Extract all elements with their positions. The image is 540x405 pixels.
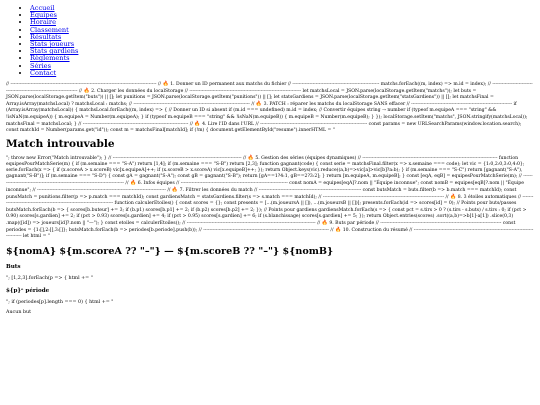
fire-icon: 🔥	[334, 226, 342, 233]
code-text: 10. Construction du résumé // --------------------------------------------------------------------------------------- let html = "	[6, 227, 534, 239]
raw-script-text-2	[6, 155, 534, 240]
code-text: 7. Filtrer les données du match // ------------------------------------------------------------------ const butsMatch = buts.filter(b => b.match === matchId); const punsMatch = punitions.filter(p => p.match === matchId); const gardiensMatch = statsGardiens.filter(s => s.match === matchId); // ------------------------------------------------------------------------------ //	[6, 188, 517, 201]
code-text: 9. Buts par période // ------------------------------------------------------------------------------ const periodes = {1:[],2:[],3:[]}; butsMatch.forEach(b => periodes[b.periode].push(b)); // --------------------------------------------------------------------------------- //	[6, 220, 516, 233]
nav-link-reglements[interactable]: Règlements	[30, 54, 70, 63]
nav-item-horaire	[30, 19, 534, 26]
fire-icon: 🔥	[255, 101, 263, 108]
code-text: 4. Lire l'ID dans l'URL // --------------------------------------------------------------------- const params = new URLSearchParams(window.location.search); const matchId = Number(params.get("id")); const m = matchsFinal[matchId]; if (!m) { document.getElementById("resume").innerHTML = "	[6, 121, 522, 133]
code-text: "; throw new Error("Match introuvable"); } // ----------------------------------------------------------------------------------- //	[6, 155, 247, 161]
nav-item-reglements	[30, 55, 534, 62]
code-text: // ---------------------------------------------------------------------------------------------- //	[6, 82, 162, 88]
buts-heading: Buts	[6, 264, 21, 270]
fire-icon: 🔥	[247, 154, 254, 161]
nav-item-equipes	[30, 12, 534, 19]
nav-link-contact[interactable]: Contact	[30, 68, 57, 77]
code-text: 2. Charger les données du localStorage // ------------------------------------------------------------------------ let matchsLocal = JSON.parse(localStorage.getItem("matchs")); let buts = JSON.parse(localStorage.getItem("buts")) || []; let punitions = JSON.parse(localStorage.getItem("punitions")) || []; let statsGardiens = JSON.parse(localStorage.getItem("statsGardiens")) || []; let matchsFinal = Array.isArray(matchsLocal) ? matchsLocal : matchs; // --------------------------------------------------------------------------- //	[6, 89, 494, 108]
code-text: 8. 3 étoiles automatiques // ---------------------------------------------------------------------------- function calculerEtoiles() { const scores = {}; const presents = [...(m.joueursA || []), ...(m.joueursB || [])]; presents.forEach(id => scores[id] = 0); // Points pour buts/passes butsMatch.forEach(b => { scores[b.buteur] += 3; if (b.p1) scores[b.p1] += 2; if (b.p2) scores[b.p2] += 2; }); // Points pour gardiens gardiensMatch.forEach(s => { const pct = s.tirs > 0 ? (s.tirs - s.buts) / s.tirs : 0; if (pct > 0.90) scores[s.gardien] += 2; if (pct > 0.93) scores[s.gardien] += 4; if (pct > 0.95) scores[s.gardien] += 6; if (s.blanchissage) scores[s.gardien] += 5; }); return Object.entries(scores) .sort((a,b)=>b[1]-a[1]) .slice(0,3) .map(([id]) => joueurs[id]?.nom || "—"); } const etoiles = calculerEtoiles(); // ----------------------------------------------------------------------------------- //	[6, 195, 534, 226]
score-heading: ${nomA} ${m.scoreA ?? "–"} — ${m.scoreB ?? "–"} ${nomB}	[6, 246, 334, 257]
nav-link-accueil[interactable]: Accueil	[30, 4, 55, 12]
code-text: 5. Gestion des séries (équipes dynamiques) // --------------------------------------------------------------------------------------- function equipesPourMatchSerie(m) { if (m.semaine === "S-A") return [1,4]; if (m.semaine === "S-B") return [2,3]; function gagnant(code) { const serie = matchsFinal.filter(x => x.semaine === code); let vic = {1:0,2:0,3:0,4:0}; serie.forEach(x => { if (x.scoreA > x.scoreB) vic[x.equipeA]++; if (x.scoreB > x.scoreA) vic[x.equipeB]++; }); return Object.keys(vic).reduce((a,b)=>vic[a]>vic[b]?a:b); } if (m.semaine === "S-C") return [gagnant("S-A"), gagnant("S-B")]; if (m.semaine === "S-D") { const gA = gagnant("S-A"); const gB = gagnant("S-B"); return [gA==1?4:1, gB==2?3:2]; } return [m.equipeA, m.equipeB]; } const [eqA, eqB] = equipesPourMatchSerie(m); // ---------------------------------------------------------------------------------- //	[6, 155, 533, 187]
nav-link-stats-gardiens[interactable]: Stats gardiens	[30, 47, 79, 56]
no-goals-text: Aucun but	[6, 310, 32, 315]
nav-link-equipes[interactable]: Équipes	[30, 11, 57, 20]
fire-icon: 🔥	[171, 187, 179, 194]
nav-item-contact	[30, 70, 534, 77]
fire-icon: 🔥	[321, 219, 328, 226]
raw-script-text-4: "; if (periodes[p].length === 0) { html += "	[6, 300, 114, 305]
fire-icon: 🔥	[83, 88, 90, 95]
fire-icon: 🔥	[130, 180, 137, 187]
fire-icon: 🔥	[194, 120, 201, 127]
raw-script-text-3: "; [1,2,3].forEach(p => { html += "	[6, 276, 93, 281]
nav-link-horaire[interactable]: Horaire	[30, 18, 56, 27]
fire-icon: 🔥	[450, 194, 457, 201]
nav-link-resultats[interactable]: Résultats	[30, 32, 62, 41]
raw-script-text-1	[6, 81, 534, 134]
nav-item-series	[30, 63, 534, 70]
nav-item-resultats	[30, 34, 534, 41]
fire-icon: 🔥	[162, 81, 169, 88]
nav-link-stats-joueurs[interactable]: Stats joueurs	[30, 40, 75, 49]
nav-item-stats-gardiens	[30, 48, 534, 55]
nav-item-classement	[30, 27, 534, 34]
code-text: 6. Infos équipes // --------------------------------------------------------------------- const nomA = equipes[eqA]?.nom || "Équipe inconnue"; const nomB = equipes[eqB]?.nom || "Équipe inconnue"; // ----------------------------------------------------------------------------------- //	[6, 181, 524, 194]
nav-item-stats-joueurs	[30, 41, 534, 48]
nav-link-series[interactable]: Séries	[30, 61, 51, 70]
nav-link-classement[interactable]: Classement	[30, 25, 69, 34]
period-heading: ${p}ᵉ période	[6, 288, 50, 294]
code-text: 3. PATCH : réparer les matchs du localStorage SANS effacer // ----------------------------------------------------------------- if (Array.isArray(matchsLocal)) { matchsLocal.forEach((m, index) => { // Donner un ID si absent if (m.id === undefined) m.id = index; // Convertir équipes string → number if (typeof m.equipeA === "string" && !isNaN(m.equipeA)) { m.equipeA = Number(m.equipeA); } if (typeof m.equipeB === "string" && !isNaN(m.equipeB)) { m.equipeB = Number(m.equipeB); } }); localStorage.setItem("matchs", JSON.stringify(matchsLocal)); matchsFinal = matchsLocal; } // -------------------------------------------------------------------- //	[6, 102, 528, 127]
nav-menu	[6, 5, 534, 77]
code-text: 1. Donner un ID permanent aux matchs du fichier // -------------------------------------------------------- matchs.forEach((m, index) => m.id = index); // ------------------------------------------------------------------------ //	[6, 82, 533, 95]
nav-item-accueil	[30, 5, 534, 12]
match-not-found-heading: Match introuvable	[6, 137, 115, 150]
